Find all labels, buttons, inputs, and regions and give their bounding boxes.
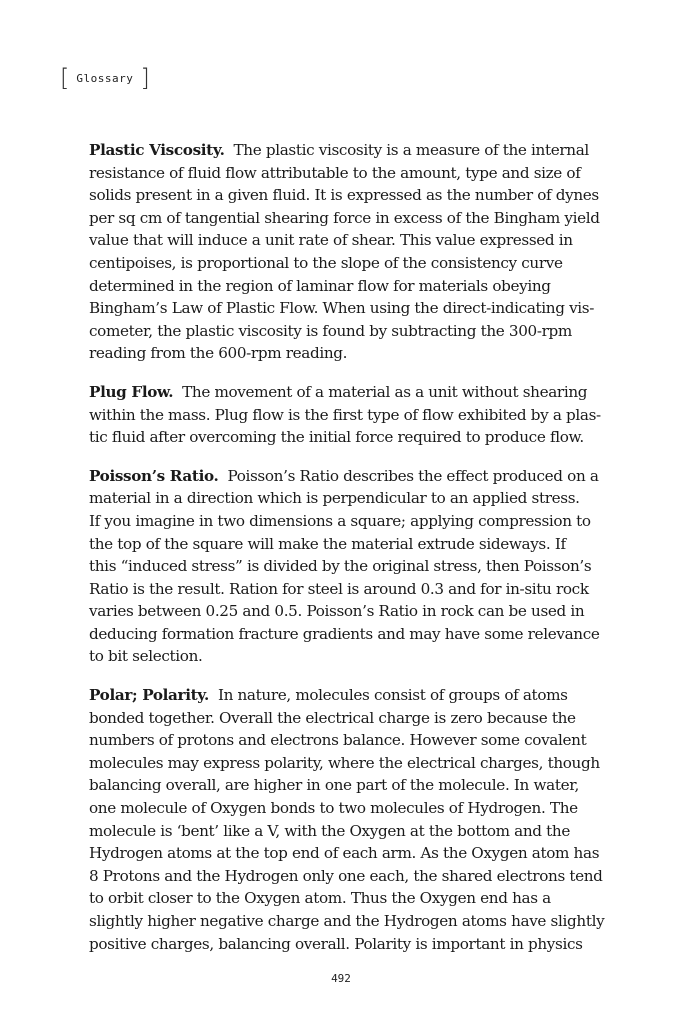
text-line [89, 645, 609, 668]
text-line [89, 774, 609, 797]
section-label: Glossary [76, 71, 134, 85]
text-line [89, 933, 609, 956]
text-line [89, 910, 609, 933]
glossary-entry [89, 684, 609, 955]
entry-text: positive charges, balancing overall. Polarity is important in physics [89, 934, 583, 953]
text-line [89, 275, 609, 298]
entry-text: the top of the square will make the material extrude sideways. If [89, 534, 566, 553]
entry-text: tic fluid after overcoming the initial force required to produce flow. [89, 428, 584, 447]
entry-text: 8 Protons and the Hydrogen only one each, the shared electrons tend [89, 866, 603, 885]
text-line [89, 729, 609, 752]
entry-text: molecules may express polarity, where the electrical charges, though [89, 753, 600, 772]
entry-term: Plug Flow. [89, 382, 174, 401]
text-line [89, 404, 609, 427]
text-line [89, 797, 609, 820]
entry-text: material in a direction which is perpendicular to an applied stress. [89, 489, 580, 508]
entry-text: Ratio is the result. Ration for steel is around 0.3 and for in-situ rock [89, 579, 589, 598]
text-line [89, 342, 609, 365]
text-line [89, 623, 609, 646]
text-line [89, 207, 609, 230]
page-number: 492 [331, 972, 351, 985]
entry-text: The movement of a material as a unit without shearing [182, 382, 588, 401]
entry-term: Poisson’s Ratio. [89, 466, 219, 485]
entry-text: this “induced stress” is divided by the original stress, then Poisson’s [89, 557, 592, 576]
text-line [89, 139, 609, 162]
entry-text: per sq cm of tangential shearing force in excess of the Bingham yield [89, 208, 600, 227]
text-line [89, 487, 609, 510]
text-line [89, 684, 609, 707]
entry-text: cometer, the plastic viscosity is found by subtracting the 300-rpm [89, 321, 572, 340]
entry-text: The plastic viscosity is a measure of the internal [233, 141, 589, 159]
text-line [89, 820, 609, 843]
entry-text: reading from the 600-rpm reading. [89, 344, 348, 363]
entry-text: centipoises, is proportional to the slope of the consistency curve [89, 253, 563, 272]
entry-term: Plastic Viscosity. [89, 141, 225, 159]
entry-text: to bit selection. [89, 647, 203, 666]
entry-text: value that will induce a unit rate of shear. This value expressed in [89, 231, 573, 250]
entry-text: bonded together. Overall the electrical charge is zero because the [89, 708, 576, 727]
glossary-entry [89, 139, 609, 365]
entry-term: Polar; Polarity. [89, 686, 209, 705]
entry-text: within the mass. Plug flow is the first type of flow exhibited by a plas- [89, 405, 601, 424]
entry-text: slightly higher negative charge and the Hydrogen atoms have slightly [89, 912, 605, 930]
entry-text: determined in the region of laminar flow for materials obeying [89, 276, 551, 295]
text-line [89, 426, 609, 449]
entry-text: Poisson’s Ratio describes the effect produced on a [227, 466, 599, 485]
close-bracket: ] [140, 64, 150, 92]
text-line [89, 510, 609, 533]
glossary-body [89, 139, 609, 955]
entry-text: to orbit closer to the Oxygen atom. Thus the Oxygen end has a [89, 889, 551, 908]
text-line [89, 297, 609, 320]
text-line [89, 555, 609, 578]
text-line [89, 252, 609, 275]
text-line [89, 229, 609, 252]
text-line [89, 887, 609, 910]
glossary-entry [89, 381, 609, 449]
text-line [89, 752, 609, 775]
text-line [89, 578, 609, 601]
text-line [89, 707, 609, 730]
text-line [89, 162, 609, 185]
text-line [89, 842, 609, 865]
entry-text: one molecule of Oxygen bonds to two molecules of Hydrogen. The [89, 799, 578, 818]
text-line [89, 533, 609, 556]
text-line [89, 465, 609, 488]
entry-text: varies between 0.25 and 0.5. Poisson’s Ratio in rock can be used in [89, 602, 585, 621]
entry-text: If you imagine in two dimensions a square; applying compression to [89, 511, 591, 530]
entry-text: balancing overall, are higher in one part of the molecule. In water, [89, 776, 579, 795]
text-line [89, 600, 609, 623]
open-bracket: [ [60, 64, 70, 92]
text-line [89, 184, 609, 207]
entry-text: Bingham’s Law of Plastic Flow. When using the direct-indicating vis- [89, 299, 595, 318]
entry-text: molecule is ‘bent’ like a V, with the Oxygen at the bottom and the [89, 821, 570, 840]
entry-text: numbers of protons and electrons balance. However some covalent [89, 731, 587, 750]
entry-text: solids present in a given fluid. It is expressed as the number of dynes [89, 186, 599, 205]
entry-text: resistance of fluid flow attributable to the amount, type and size of [89, 163, 581, 182]
entry-text: Hydrogen atoms at the top end of each arm. As the Oxygen atom has [89, 844, 600, 863]
text-line [89, 381, 609, 404]
entry-text: deducing formation fracture gradients and may have some relevance [89, 624, 600, 643]
text-line [89, 865, 609, 888]
entry-text: In nature, molecules consist of groups of atoms [217, 686, 568, 705]
text-line [89, 320, 609, 343]
running-header [60, 64, 150, 92]
glossary-entry [89, 465, 609, 668]
